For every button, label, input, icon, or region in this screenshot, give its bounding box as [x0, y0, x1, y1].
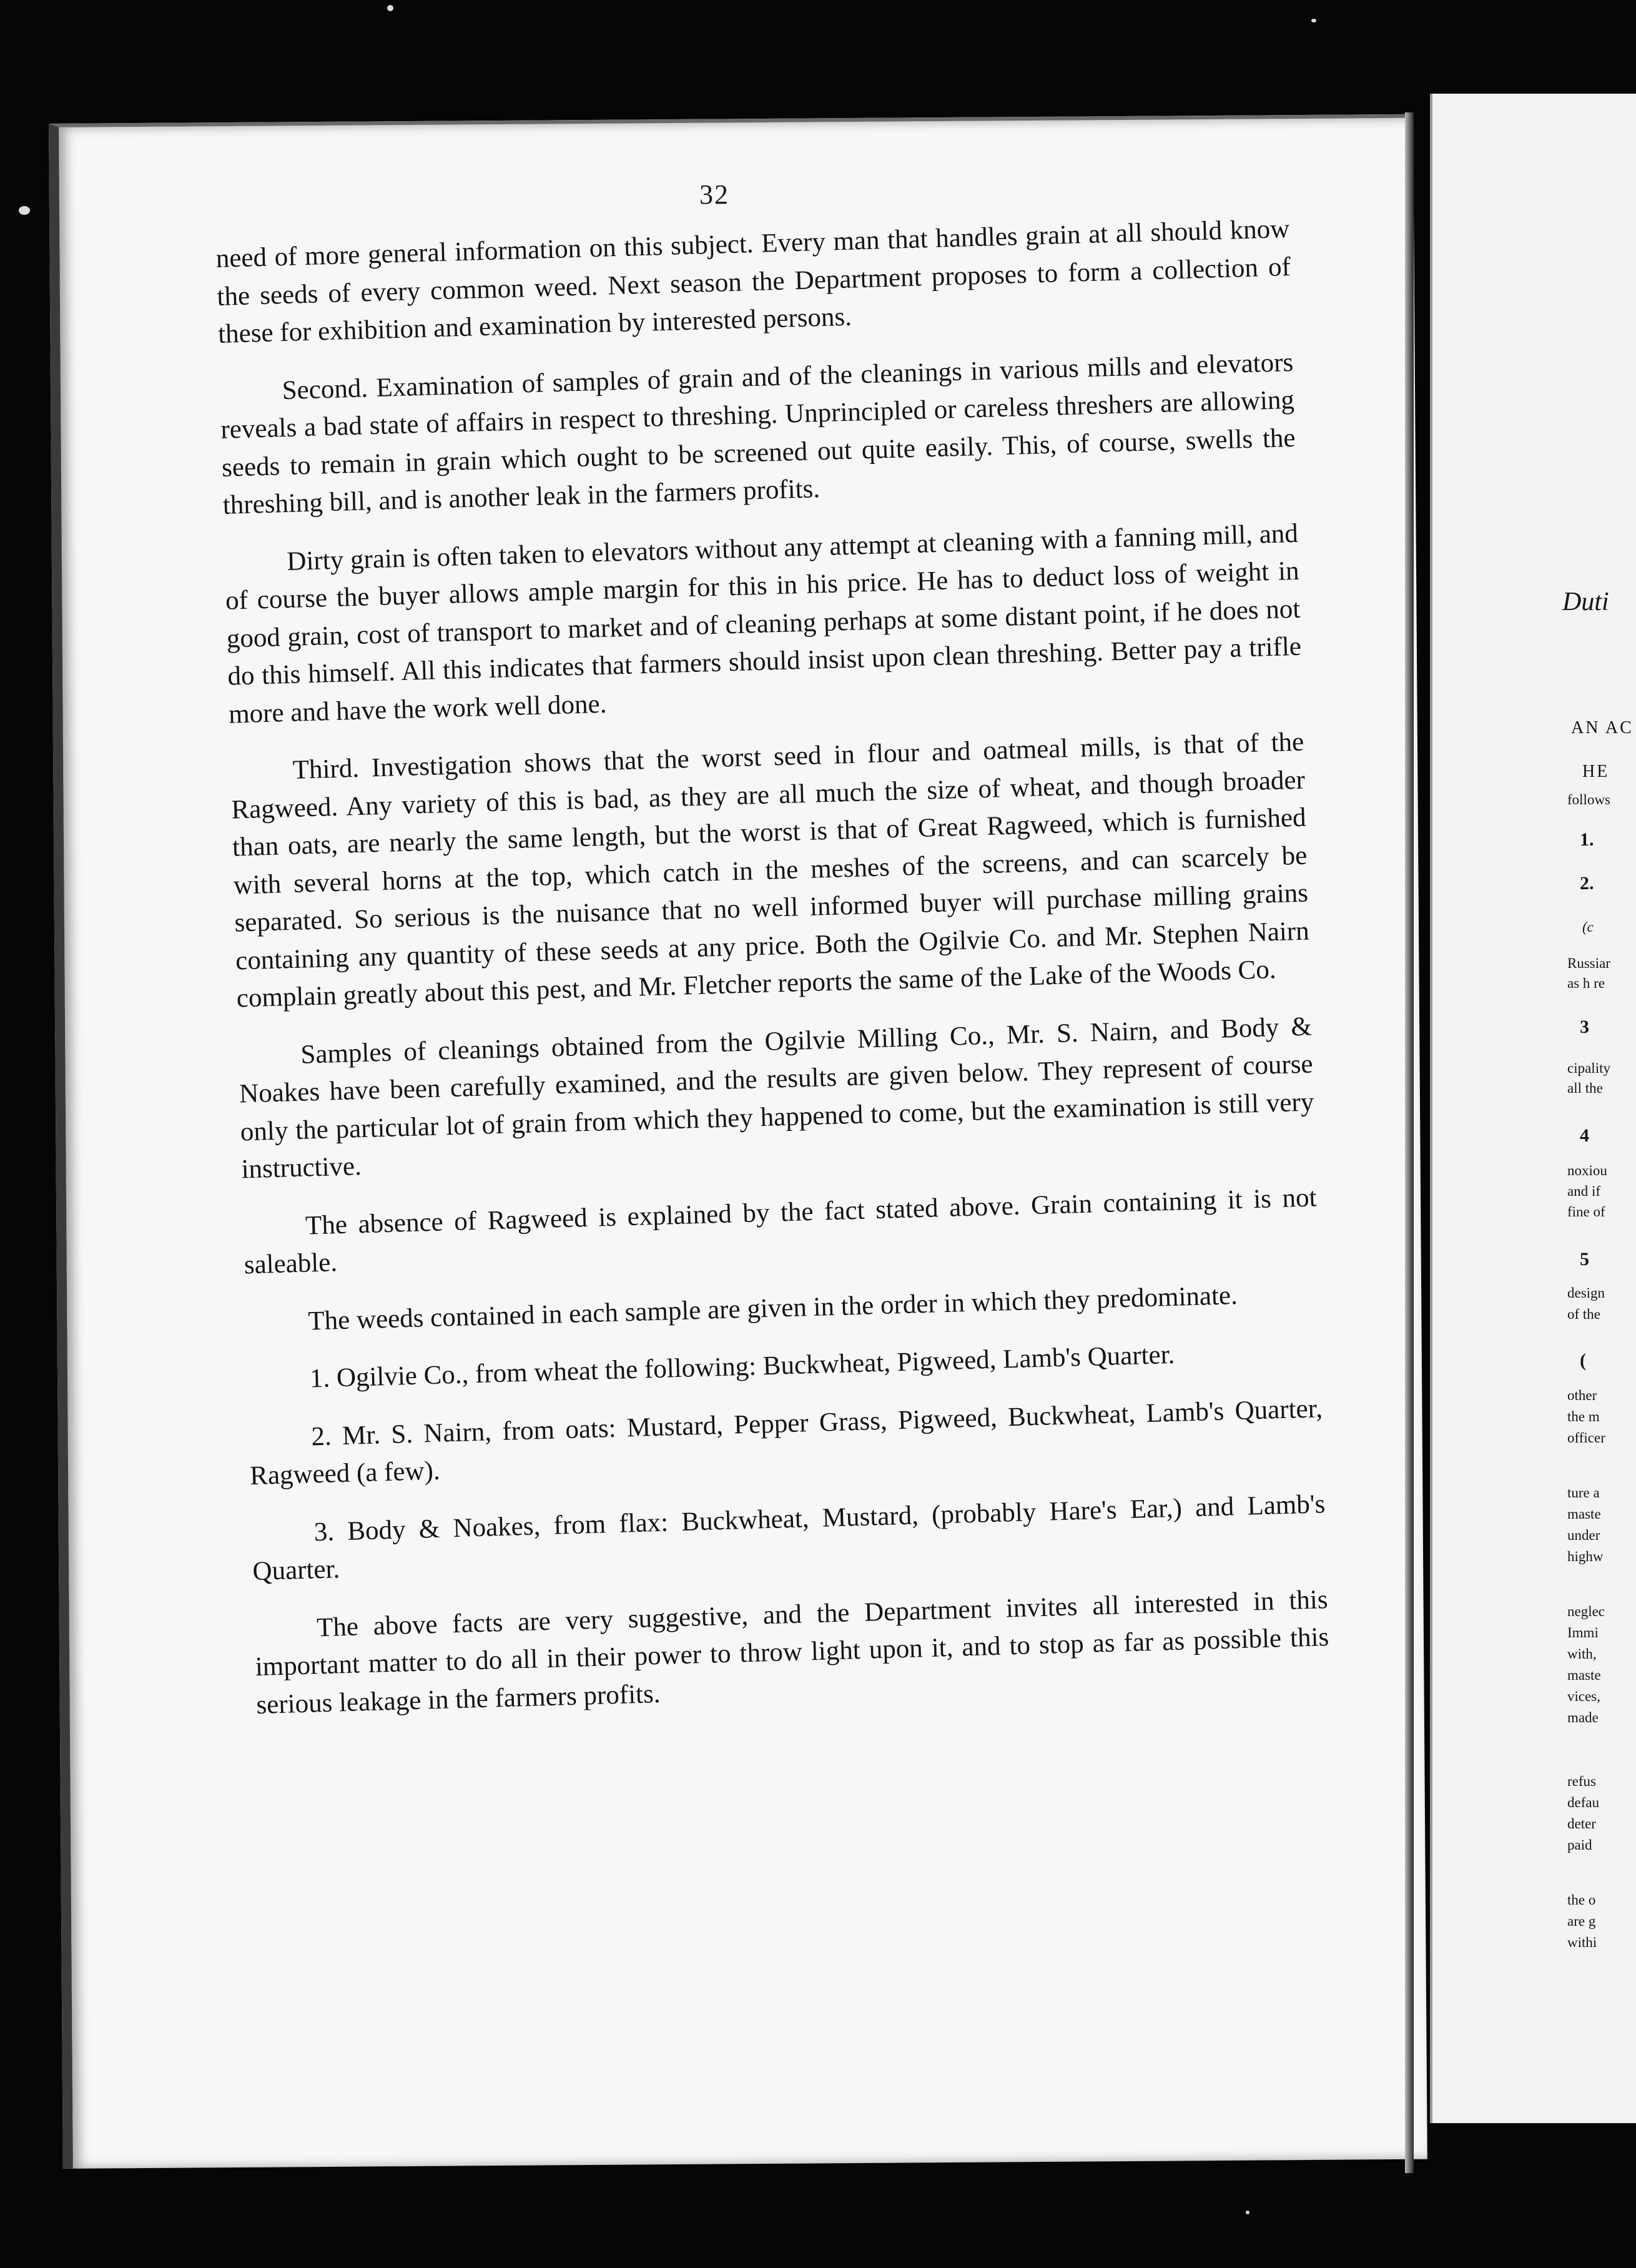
- paragraph-samples: Samples of cleanings obtained from the Ogilvie Milling Co., Mr. S. Nairn, and Body & Noakes have been carefully examined, and the results are given below. They represent of course only the particular lot of grain from which they happened to come, but the examination is still very instructive.: [239, 1011, 1314, 1185]
- right-page-fragment: as h re: [1567, 975, 1605, 991]
- right-page-fragment: refus: [1567, 1773, 1596, 1789]
- right-page-fragment: under: [1567, 1527, 1600, 1543]
- right-page-fragment: the m: [1567, 1409, 1600, 1424]
- page-number: 32: [699, 179, 729, 210]
- right-page-fragment: (c: [1582, 919, 1594, 935]
- list-item-body-noakes: 3. Body & Noakes, from flax: Buckwheat, Mustard, (probably Hare's Ear,) and Lamb's Quarter.: [252, 1489, 1326, 1587]
- right-page-fragment: follows: [1567, 792, 1610, 807]
- paragraph-continuation: need of more general information on this subject. Every man that handles grain at all should know the seeds of every common weed. Next season the Department proposes to form a collection of these for exhibition and examination by interested persons.: [215, 214, 1291, 349]
- scan-dust-speck: [387, 5, 393, 11]
- right-page-fragment: neglec: [1567, 1604, 1605, 1619]
- right-page-heading: Duti: [1562, 588, 1609, 616]
- right-page-fragment: 3: [1580, 1017, 1589, 1037]
- list-item-nairn: 2. Mr. S. Nairn, from oats: Mustard, Pepper Grass, Pigweed, Buckwheat, Lamb's Quarter, Ragweed (a few).: [249, 1393, 1323, 1491]
- right-page-fragment: and if: [1567, 1183, 1601, 1199]
- right-page-fragment: noxiou: [1567, 1163, 1607, 1178]
- right-page-fragment: are g: [1567, 1913, 1596, 1929]
- right-page-fragment: officer: [1567, 1430, 1605, 1446]
- page-gutter-edge: [1405, 112, 1414, 2173]
- right-page-fragment: withi: [1567, 1935, 1597, 1950]
- paragraph-absence: The absence of Ragweed is explained by the fact stated above. Grain containing it is not saleable.: [244, 1182, 1318, 1280]
- paragraph-order: The weeds contained in each sample are given in the order in which they predominate.: [307, 1280, 1238, 1336]
- right-page-fragment: made: [1567, 1710, 1599, 1725]
- right-page-fragment: 2.: [1580, 873, 1594, 894]
- right-page-fragment: maste: [1567, 1506, 1601, 1522]
- paragraph-second: Second. Examination of samples of grain and of the cleanings in various mills and elevators reveals a bad state of affairs in respect to threshing. Unprincipled or careless threshers are allowing seeds to remain in grain which ought to be screened out quite easily. This, of course, swells the threshing bill, and is another leak in the farmers profits.: [220, 347, 1296, 520]
- right-page-fragment: 5: [1580, 1249, 1589, 1270]
- right-page-fragment: 1.: [1580, 829, 1594, 850]
- right-page-fragment: deter: [1567, 1816, 1596, 1832]
- list-item-ogilvie: 1. Ogilvie Co., from wheat the following: Buckwheat, Pigweed, Lamb's Quarter.: [309, 1339, 1175, 1394]
- right-page-fragment: vices,: [1567, 1689, 1601, 1704]
- paragraph-conclusion: The above facts are very suggestive, and the Department invites all interested in this important matter to do all in their power to throw light upon it, and to stop as far as possible this serious leakage in the farmers profits.: [255, 1584, 1329, 1720]
- right-page: [1430, 94, 1636, 2123]
- right-page-fragment: highw: [1567, 1549, 1604, 1564]
- right-page-fragment: maste: [1567, 1667, 1601, 1683]
- right-page-fragment: ture a: [1567, 1485, 1600, 1501]
- right-page-fragment: defau: [1567, 1795, 1600, 1810]
- right-page-fragment: fine of: [1567, 1204, 1605, 1220]
- right-page-fragment: of the: [1567, 1306, 1601, 1322]
- right-page-fragment: paid: [1567, 1837, 1592, 1853]
- right-page-fragment: the o: [1567, 1892, 1596, 1908]
- right-page-fragment: cipality: [1567, 1060, 1610, 1076]
- right-page-fragment: Immi: [1567, 1625, 1599, 1640]
- right-page-fragment: HE: [1582, 762, 1610, 781]
- right-page-fragment: design: [1567, 1285, 1605, 1301]
- paragraph-dirty-grain: Dirty grain is often taken to elevators without any attempt at cleaning with a fanning mill, and of course the buyer allows ample margin for this in his price. He has to deduct loss of weight in good grain, cost of transport to market and of cleaning perhaps at some distant point, if he does not do this himself. All this indicates that farmers should insist upon clean threshing. Better pay a trifle more and have the work well done.: [225, 518, 1302, 729]
- paragraph-third: Third. Investigation shows that the worst seed in flour and oatmeal mills, is that of the Ragweed. Any variety of this is bad, as they are all much the size of wheat, and though broader than oats, are nearly the same length, but the worst is that of Great Ragweed, which is furnished with several horns at the top, which catch in the meshes of the screens, and can scarcely be separated. So serious is the nuisance that no well informed buyer will purchase milling grains containing any quantity of these seeds at any price. Both the Ogilvie Co. and Mr. Stephen Nairn complain greatly about this pest, and Mr. Fletcher reports the same of the Lake of the Woods Co.: [230, 727, 1310, 1013]
- scan-dust-speck: [1311, 19, 1316, 22]
- right-page-fragment: with,: [1567, 1646, 1597, 1662]
- right-page-fragment: (: [1580, 1350, 1586, 1371]
- right-page-fragment: all the: [1567, 1080, 1603, 1096]
- right-page-act-title: AN AC: [1571, 718, 1634, 737]
- right-page-fragment: 4: [1580, 1125, 1589, 1146]
- scan-dust-speck: [1246, 2211, 1249, 2214]
- scan-dust-speck: [19, 206, 30, 215]
- right-page-fragment: other: [1567, 1388, 1597, 1403]
- right-page-fragment: Russiar: [1567, 955, 1610, 971]
- left-page-body: [215, 210, 1331, 1744]
